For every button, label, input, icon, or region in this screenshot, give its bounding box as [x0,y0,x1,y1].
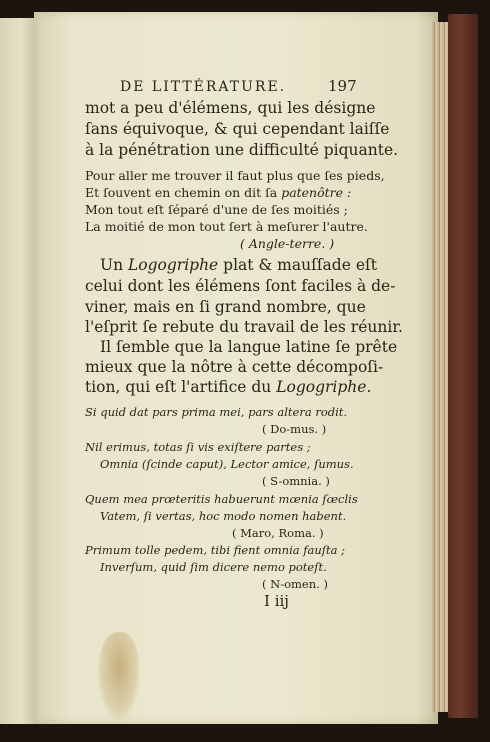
signature-mark: I iij [264,592,289,610]
text-line: l'eſprit ſe rebute du travail de les réunir. [85,318,403,336]
foxing-stain [98,632,140,720]
verse-line: Et ſouvent en chemin on dit ſa patenôtre : [85,185,352,200]
text-line: mieux que la nôtre à cette décompoſi- [85,358,384,376]
verse-line: Mon tout eſt ſéparé d'une de ſes moitiés ; [85,202,348,217]
book-cover-edge [448,14,478,718]
text-line: celui dont les élémens ſont faciles à de- [85,277,396,295]
verse-line: Pour aller me trouver il faut plus que ſes pieds, [85,168,385,183]
latin-verse: Inverſum, quid ſim dicere nemo poteſt. [100,560,327,574]
text-line: ſans équivoque, & qui cependant laiſſe [85,120,390,138]
text-line: viner, mais en ſi grand nombre, que [85,298,366,316]
latin-verse: Nil erimus, totas ſi vis exiſtere partes ; [85,440,311,454]
text-line: tion, qui eſt l'artifice du Logogriphe. [85,378,372,396]
text-line: Un Logogriphe plat & mauſſade eſt [100,256,377,274]
text-line: Il ſemble que la langue latine ſe prête [100,338,398,356]
running-title: DE LITTÉRATURE. [120,79,287,95]
latin-verse: Primum tolle pedem, tibi fient omnia fauſta ; [85,543,346,557]
text-line: à la pénétration une difficulté piquante. [85,141,399,159]
logogriph-answer: ( N-omen. ) [262,577,328,591]
latin-verse: Quem mea prœteritis habuerunt mœnia ſœclis [85,492,358,506]
page-number: 197 [328,77,357,95]
latin-verse: Omnia (ſcinde caput), Lector amice, ſumus. [100,457,354,471]
logogriph-answer: ( S-omnia. ) [262,474,330,488]
facing-page-edge [0,18,34,724]
latin-verse: Si quid dat pars prima mei, pars altera rodit. [85,405,348,419]
text-line: mot a peu d'élémens, qui les désigne [85,99,376,117]
verse-line: La moitié de mon tout ſert à meſurer l'autre. [85,219,368,234]
latin-verse: Vatem, ſi vertas, hoc modo nomen habent. [100,509,347,523]
logogriph-answer: ( Do-mus. ) [262,422,327,436]
riddle-answer: ( Angle-terre. ) [240,236,335,251]
logogriph-answer: ( Maro, Roma. ) [232,526,324,540]
